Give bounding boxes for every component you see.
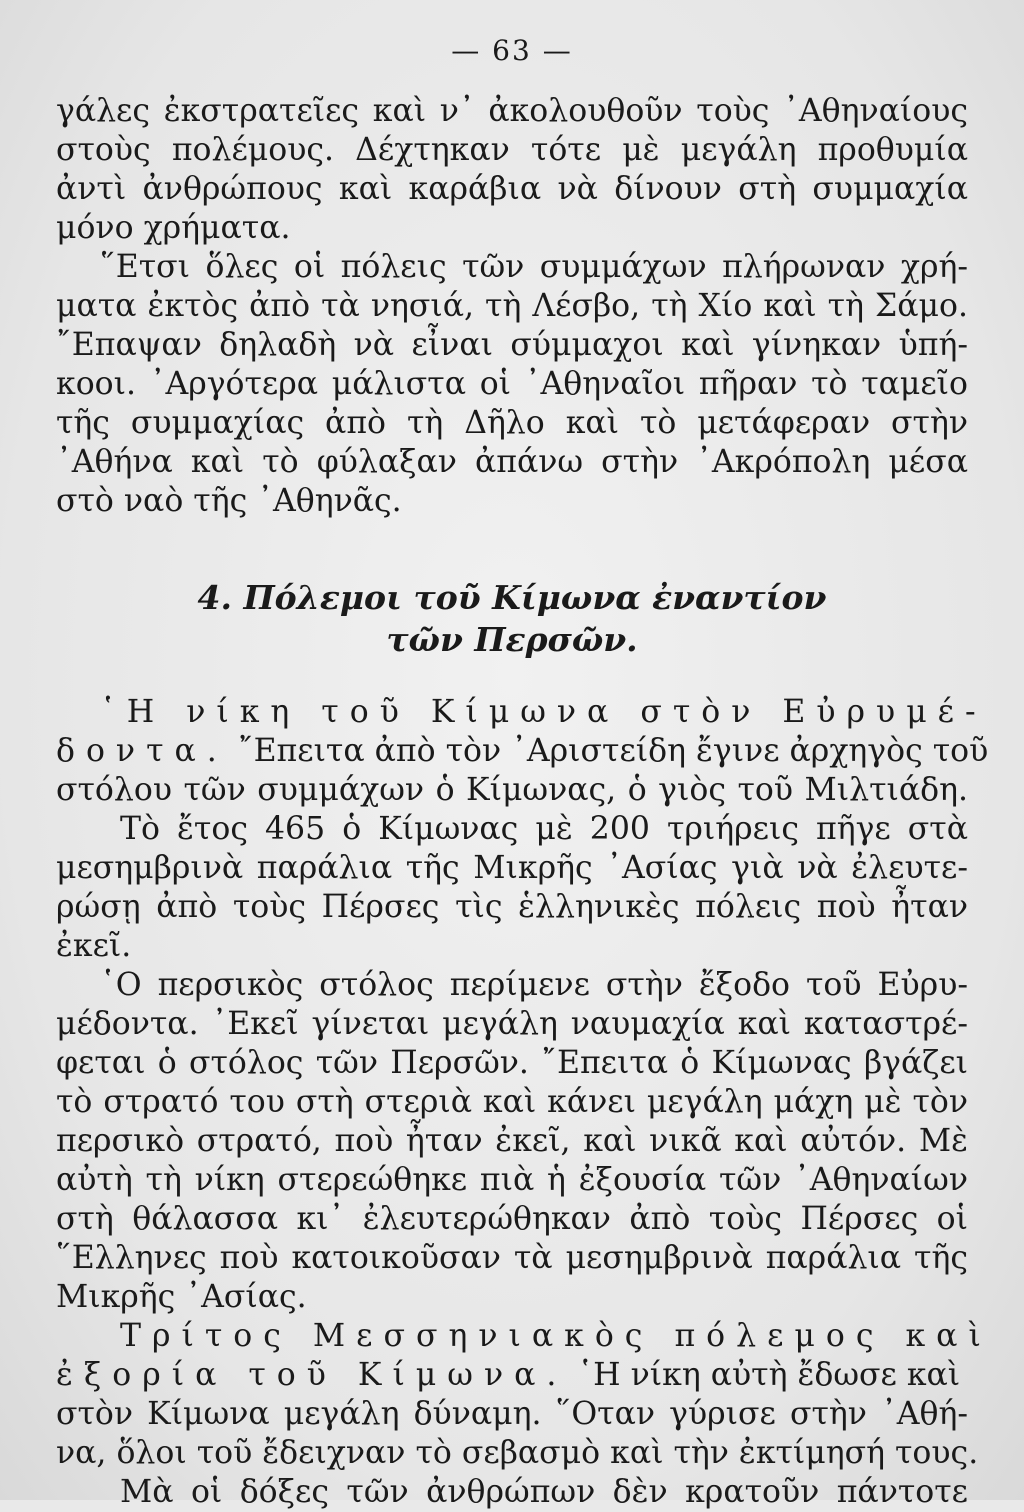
subheading-fragment: ἐξορία τοῦ Κίμωνα. xyxy=(56,1357,568,1393)
text-line: να, ὅλοι τοῦ ἔδειχναν τὸ σεβασμὸ καὶ τὴν ἐκτίμησή τους. xyxy=(56,1435,979,1471)
text-line: στὸν Κίμωνα μεγάλη δύναμη. ῞Οταν γύρισε στὴν ᾿Αθή- xyxy=(56,1396,968,1432)
text-fragment: ῎Επειτα ἀπὸ τὸν ᾿Αριστείδη ἔγινε ἀρχηγὸς τοῦ xyxy=(237,733,989,769)
text-line: Μὰ οἱ δόξες τῶν ἀνθρώπων δὲν κρατοῦν πάντοτε xyxy=(120,1474,968,1510)
subheading-line: ῾Η νίκη τοῦ Κίμωνα στὸν Εὐρυμέ- xyxy=(100,694,987,730)
text-line xyxy=(56,732,989,771)
text-line: στὴ θάλασσα κι᾿ ἐλευτερώθηκαν ἀπὸ τοὺς Πέρσες οἱ xyxy=(56,1201,968,1237)
section-heading: τῶν Περσῶν. xyxy=(386,620,638,659)
text-line: ῞Ελληνες ποὺ κατοικοῦσαν τὰ μεσημβρινὰ παράλια τῆς xyxy=(56,1240,968,1276)
text-line: στὸ ναὸ τῆς ᾿Αθηνᾶς. xyxy=(56,483,402,519)
text-line: κοοι. ᾿Αργότερα μάλιστα οἱ ᾿Αθηναῖοι πῆραν τὸ ταμεῖο xyxy=(56,366,968,402)
text-line: στόλου τῶν συμμάχων ὁ Κίμωνας, ὁ γιὸς τοῦ Μιλτιάδη. xyxy=(56,772,968,808)
text-line: στοὺς πολέμους. Δέχτηκαν τότε μὲ μεγάλη προθυμία xyxy=(56,132,968,168)
text-fragment: ῾Η νίκη αὐτὴ ἔδωσε καὶ xyxy=(577,1357,961,1393)
text-line: μόνο χρήματα. xyxy=(56,210,291,246)
text-line: Μικρῆς ᾿Ασίας. xyxy=(56,1279,307,1315)
text-line: ματα ἐκτὸς ἀπὸ τὰ νησιά, τὴ Λέσβο, τὴ Χίο καὶ τὴ Σάμο. xyxy=(56,288,968,324)
subheading-fragment: δοντα. xyxy=(56,733,228,769)
text-line: ῾Ο περσικὸς στόλος περίμενε στὴν ἔξοδο τοῦ Εὐρυ- xyxy=(100,967,968,1003)
page-number: — 63 — xyxy=(451,34,573,67)
text-line: φεται ὁ στόλος τῶν Περσῶν. ῎Επειτα ὁ Κίμωνας βγάζει xyxy=(56,1045,968,1081)
text-line: Τὸ ἔτος 465 ὁ Κίμωνας μὲ 200 τριήρεις πῆγε στὰ xyxy=(120,811,968,847)
text-line: ἀντὶ ἀνθρώπους καὶ καράβια νὰ δίνουν στὴ συμμαχία xyxy=(56,171,968,207)
text-line: ῞Ετσι ὅλες οἱ πόλεις τῶν συμμάχων πλήρωναν χρή- xyxy=(100,249,968,285)
text-line: περσικὸ στρατό, ποὺ ἦταν ἐκεῖ, καὶ νικᾶ καὶ αὐτόν. Μὲ xyxy=(56,1123,968,1159)
text-line: ᾿Αθήνα καὶ τὸ φύλαξαν ἀπάνω στὴν ᾿Ακρόπολη μέσα xyxy=(56,444,968,480)
body-text xyxy=(56,92,992,1512)
text-line: ῎Επαψαν δηλαδὴ νὰ εἶναι σύμμαχοι καὶ γίνηκαν ὑπή- xyxy=(56,327,968,363)
subheading-line: Τρίτος Μεσσηνιακὸς πόλεμος καὶ xyxy=(120,1318,992,1354)
text-line xyxy=(56,1356,968,1395)
text-line: γάλες ἐκστρατεῖες καὶ ν᾿ ἀκολουθοῦν τοὺς ᾿Αθηναίους xyxy=(56,93,968,129)
section-heading: 4. Πόλεμοι τοῦ Κίμωνα ἐναντίον xyxy=(197,578,827,617)
text-line: μεσημβρινὰ παράλια τῆς Μικρῆς ᾿Ασίας γιὰ νὰ ἐλευτε- xyxy=(56,850,968,886)
text-line: ἐκεῖ. xyxy=(56,928,132,964)
text-line: μέδοντα. ᾿Εκεῖ γίνεται μεγάλη ναυμαχία καὶ καταστρέ- xyxy=(56,1006,968,1042)
text-line: αὐτὴ τὴ νίκη στερεώθηκε πιὰ ἡ ἐξουσία τῶν ᾿Αθηναίων xyxy=(56,1162,968,1198)
text-line: ρώσῃ ἀπὸ τοὺς Πέρσες τὶς ἑλληνικὲς πόλεις ποὺ ἦταν xyxy=(56,889,968,925)
text-line: τῆς συμμαχίας ἀπὸ τὴ Δῆλο καὶ τὸ μετάφεραν στὴν xyxy=(56,405,968,441)
text-line: τὸ στρατό του στὴ στεριὰ καὶ κάνει μεγάλη μάχη μὲ τὸν xyxy=(56,1084,968,1120)
